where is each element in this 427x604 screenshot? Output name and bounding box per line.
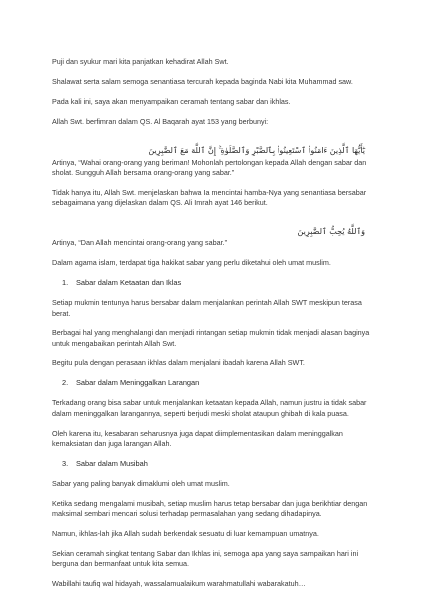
section-1-number: 1.: [62, 277, 69, 287]
closing-paragraph-2: Wabillahi taufiq wal hidayah, wassalamualaikum warahmatullahi wabarakatuh…: [52, 579, 306, 588]
verse-translation-2: Artinya, “Dan Allah mencintai orang-orang yang sabar.”: [52, 237, 227, 247]
section-1-heading: [62, 278, 181, 289]
section-2-heading: [62, 378, 199, 389]
intro-paragraph-3: Pada kali ini, saya akan menyampaikan ceramah tentang sabar dan ikhlas.: [52, 97, 291, 107]
section-2-title: Sabar dalam Meninggalkan Larangan: [76, 378, 200, 388]
section-1-title: Sabar dalam Ketaatan dan Iklas: [76, 277, 182, 287]
verse-translation-1: Artinya, “Wahai orang-orang yang beriman! Mohonlah pertolongan kepada Allah dengan sabar dan sholat. Sungguh Allah bersama orang-orang yang sabar.”: [52, 157, 367, 177]
section-3-heading: [62, 459, 148, 470]
section-2-paragraph-1: Terkadang orang bisa sabar untuk menjalankan ketaatan kepada Allah, namun justru ia tidak sabar dalam meninggalkan larangannya, seperti berjudi meski sholat ataupun ghibah di kala puasa.: [52, 398, 367, 418]
section-3-paragraph-2: Ketika sedang mengalami musibah, setiap muslim harus tetap bersabar dan juga berikhtiar dengan maksimal sembari mencari solusi terhadap permasalahan yang sedang dihadapinya.: [52, 498, 368, 519]
closing-paragraph-1: Sekian ceramah singkat tentang Sabar dan Ikhlas ini, semoga apa yang saya sampaikan hari ini berguna dan bermanfaat untuk kita semua.: [52, 548, 359, 569]
section-3-title: Sabar dalam Musibah: [76, 458, 148, 468]
arabic-verse-al-baqarah-153: يَٰٓأَيُّهَا ٱلَّذِينَ ءَامَنُوا۟ ٱسْتَعِينُوا۟ بِٱلصَّبْرِ وَٱلصَّلَوٰةِ ۚ إِنَّ ٱللَّهَ مَعَ ٱلصَّٰبِرِينَ: [148, 146, 365, 156]
paragraph-ali-imran: Tidak hanya itu, Allah Swt. menjelaskan bahwa Ia mencintai hamba-Nya yang senantiasa bersabar sebagaimana yang dijelaskan dalam QS. Ali Imrah ayat 146 berikut.: [52, 187, 367, 207]
section-2-number: 2.: [62, 378, 69, 388]
intro-paragraph-2: Shalawat serta salam semoga senantiasa tercurah kepada baginda Nabi kita Muhammad saw.: [52, 77, 353, 87]
section-1-paragraph-2: Berbagai hal yang menghalangi dan menjadi rintangan setiap mukmin tidak menjadi alasan baginya untuk mengabaikan perintah Allah Swt.: [52, 328, 370, 348]
intro-paragraph-1: Puji dan syukur mari kita panjatkan kehadirat Allah Swt.: [52, 57, 229, 66]
section-3-paragraph-1: Sabar yang paling banyak dimaklumi oleh umat muslim.: [52, 478, 230, 488]
hakikat-intro: Dalam agama islam, terdapat tiga hakikat sabar yang perlu diketahui oleh umat muslim.: [52, 257, 331, 267]
section-2-paragraph-2: Oleh karena itu, kesabaran seharusnya juga dapat diimplementasikan dalam meninggalkan kemaksiatan dan juga larangan Allah.: [52, 428, 343, 448]
intro-paragraph-4: Allah Swt. berfimran dalam QS. Al Baqarah ayat 153 yang berbunyi:: [52, 117, 269, 127]
section-3-number: 3.: [62, 458, 69, 468]
section-1-paragraph-3: Begitu pula dengan perasaan ikhlas dalam menjalani ibadah karena Allah SWT.: [52, 358, 305, 368]
arabic-verse-ali-imran-146: وَٱللَّهُ يُحِبُّ ٱلصَّٰبِرِينَ: [297, 226, 365, 236]
section-1-paragraph-1: Setiap mukmin tentunya harus bersabar dalam menjalankan perintah Allah SWT meskipun terasa berat.: [52, 298, 362, 318]
section-3-paragraph-3: Namun, ikhlas-lah jika Allah sudah berkendak sesuatu di luar kemampuan umatnya.: [52, 528, 319, 538]
